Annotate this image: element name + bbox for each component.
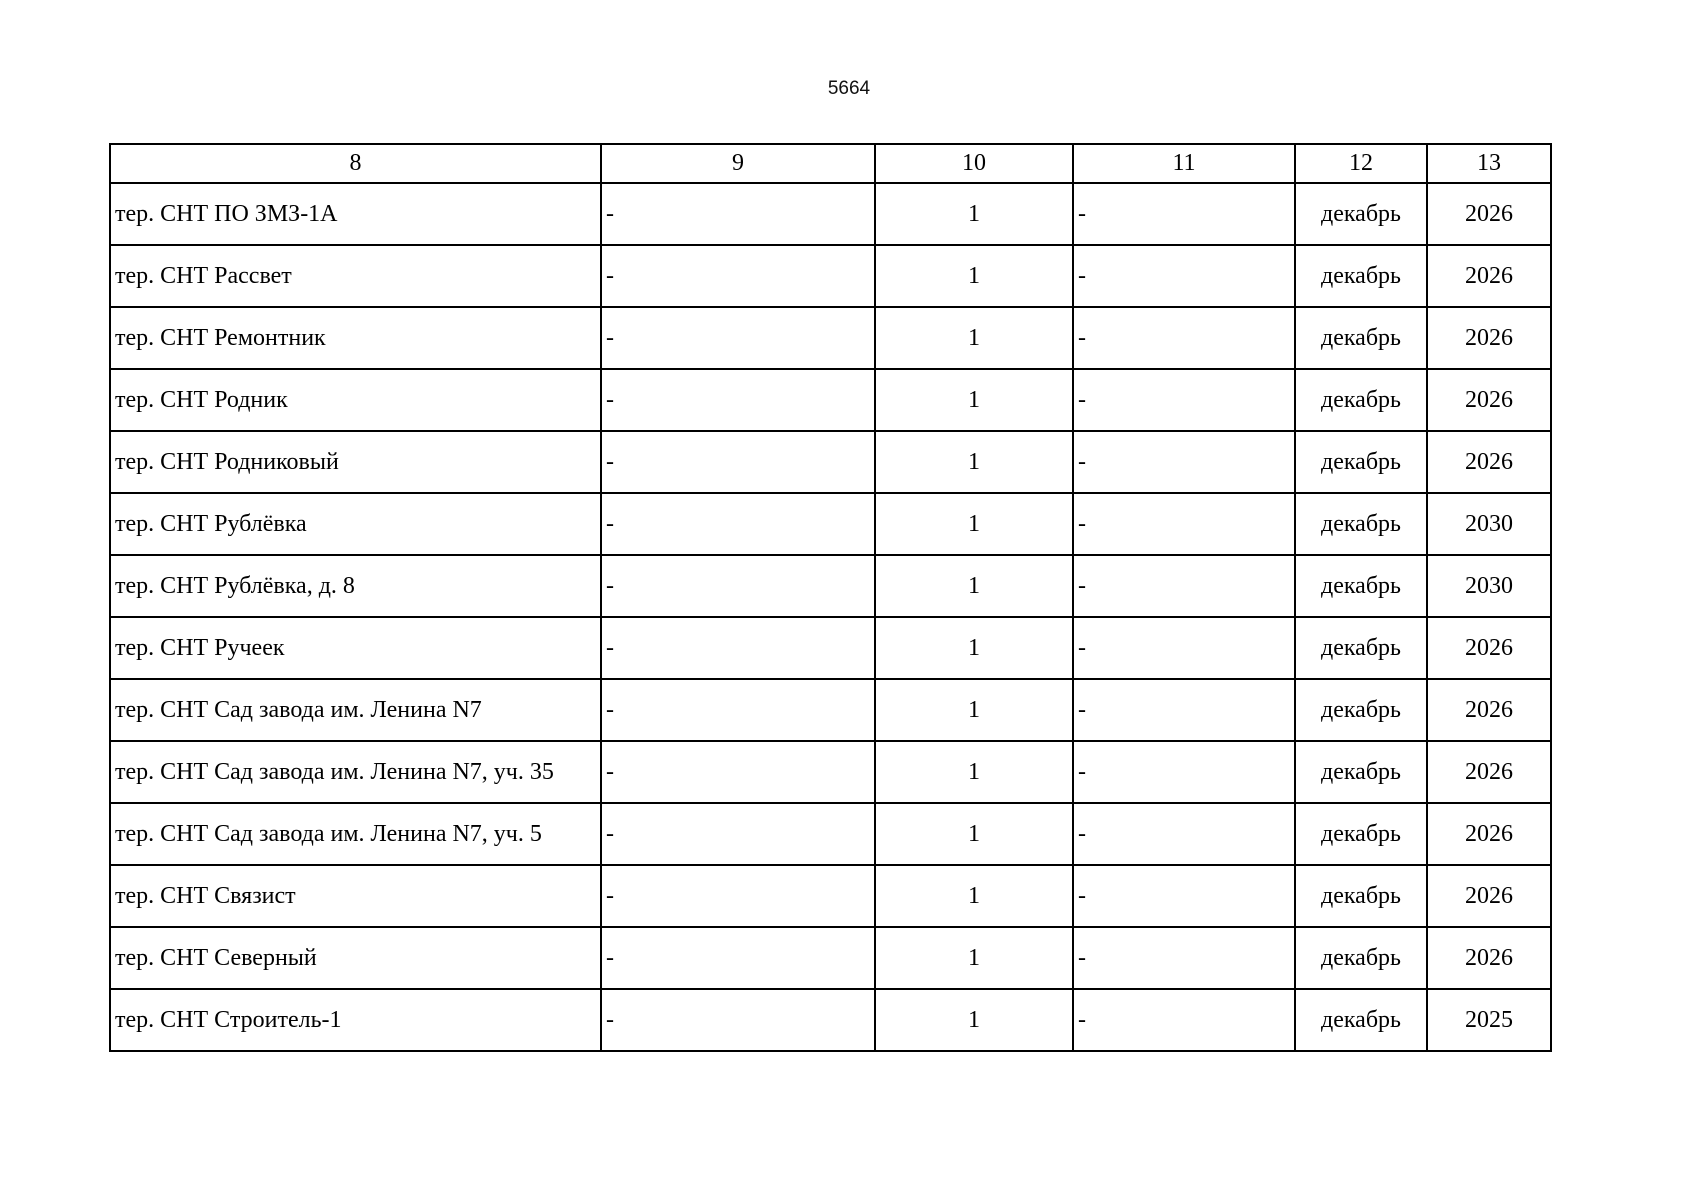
territory-name-cell: тер. СНТ Сад завода им. Ленина N7, уч. 5 (110, 803, 601, 865)
page-number: 5664 (827, 78, 871, 99)
col11-cell: - (1073, 803, 1295, 865)
col9-cell: - (601, 617, 875, 679)
col10-cell: 1 (875, 803, 1073, 865)
column-header-9: 9 (601, 144, 875, 183)
table-row (110, 493, 1551, 555)
col11-cell: - (1073, 865, 1295, 927)
table-row (110, 431, 1551, 493)
col11-cell: - (1073, 927, 1295, 989)
year-cell: 2026 (1427, 307, 1551, 369)
col9-cell: - (601, 989, 875, 1051)
month-cell: декабрь (1295, 245, 1427, 307)
col10-cell: 1 (875, 989, 1073, 1051)
table-row (110, 307, 1551, 369)
col11-cell: - (1073, 679, 1295, 741)
year-cell: 2026 (1427, 245, 1551, 307)
territory-name-cell: тер. СНТ Связист (110, 865, 601, 927)
col10-cell: 1 (875, 679, 1073, 741)
month-cell: декабрь (1295, 803, 1427, 865)
table-row (110, 679, 1551, 741)
year-cell: 2030 (1427, 555, 1551, 617)
table-body (110, 183, 1551, 1051)
table-row (110, 927, 1551, 989)
col9-cell: - (601, 555, 875, 617)
col10-cell: 1 (875, 245, 1073, 307)
col9-cell: - (601, 245, 875, 307)
month-cell: декабрь (1295, 741, 1427, 803)
year-cell: 2026 (1427, 183, 1551, 245)
col9-cell: - (601, 369, 875, 431)
territory-name-cell: тер. СНТ Родник (110, 369, 601, 431)
month-cell: декабрь (1295, 369, 1427, 431)
table-row (110, 245, 1551, 307)
col10-cell: 1 (875, 493, 1073, 555)
year-cell: 2026 (1427, 617, 1551, 679)
col11-cell: - (1073, 617, 1295, 679)
col9-cell: - (601, 431, 875, 493)
year-cell: 2026 (1427, 431, 1551, 493)
territory-name-cell: тер. СНТ Рублёвка, д. 8 (110, 555, 601, 617)
column-header-12: 12 (1295, 144, 1427, 183)
month-cell: декабрь (1295, 989, 1427, 1051)
territory-name-cell: тер. СНТ Сад завода им. Ленина N7 (110, 679, 601, 741)
year-cell: 2026 (1427, 741, 1551, 803)
col10-cell: 1 (875, 307, 1073, 369)
col11-cell: - (1073, 493, 1295, 555)
column-header-11: 11 (1073, 144, 1295, 183)
territory-name-cell: тер. СНТ Родниковый (110, 431, 601, 493)
header-row (110, 144, 1551, 183)
col10-cell: 1 (875, 183, 1073, 245)
col11-cell: - (1073, 555, 1295, 617)
column-header-8: 8 (110, 144, 601, 183)
col11-cell: - (1073, 307, 1295, 369)
territory-name-cell: тер. СНТ Сад завода им. Ленина N7, уч. 35 (110, 741, 601, 803)
col9-cell: - (601, 741, 875, 803)
table-row (110, 989, 1551, 1051)
col11-cell: - (1073, 741, 1295, 803)
col10-cell: 1 (875, 865, 1073, 927)
month-cell: декабрь (1295, 865, 1427, 927)
col9-cell: - (601, 803, 875, 865)
table-row (110, 617, 1551, 679)
table-row (110, 555, 1551, 617)
year-cell: 2026 (1427, 927, 1551, 989)
year-cell: 2026 (1427, 803, 1551, 865)
month-cell: декабрь (1295, 431, 1427, 493)
col10-cell: 1 (875, 369, 1073, 431)
col10-cell: 1 (875, 617, 1073, 679)
month-cell: декабрь (1295, 927, 1427, 989)
col9-cell: - (601, 307, 875, 369)
col9-cell: - (601, 183, 875, 245)
col10-cell: 1 (875, 741, 1073, 803)
month-cell: декабрь (1295, 183, 1427, 245)
table-row (110, 741, 1551, 803)
col10-cell: 1 (875, 555, 1073, 617)
table-row (110, 183, 1551, 245)
col11-cell: - (1073, 369, 1295, 431)
data-table (109, 143, 1552, 1052)
col10-cell: 1 (875, 431, 1073, 493)
year-cell: 2030 (1427, 493, 1551, 555)
month-cell: декабрь (1295, 617, 1427, 679)
territory-name-cell: тер. СНТ Строитель-1 (110, 989, 601, 1051)
col11-cell: - (1073, 989, 1295, 1051)
column-header-13: 13 (1427, 144, 1551, 183)
col11-cell: - (1073, 183, 1295, 245)
year-cell: 2026 (1427, 369, 1551, 431)
month-cell: декабрь (1295, 493, 1427, 555)
year-cell: 2025 (1427, 989, 1551, 1051)
month-cell: декабрь (1295, 555, 1427, 617)
month-cell: декабрь (1295, 307, 1427, 369)
territory-name-cell: тер. СНТ ПО ЗМЗ-1А (110, 183, 601, 245)
territory-name-cell: тер. СНТ Рублёвка (110, 493, 601, 555)
table-row (110, 803, 1551, 865)
col11-cell: - (1073, 245, 1295, 307)
col9-cell: - (601, 927, 875, 989)
column-header-10: 10 (875, 144, 1073, 183)
territory-name-cell: тер. СНТ Рассвет (110, 245, 601, 307)
col9-cell: - (601, 679, 875, 741)
col11-cell: - (1073, 431, 1295, 493)
col9-cell: - (601, 493, 875, 555)
territory-name-cell: тер. СНТ Ручеек (110, 617, 601, 679)
col9-cell: - (601, 865, 875, 927)
month-cell: декабрь (1295, 679, 1427, 741)
col10-cell: 1 (875, 927, 1073, 989)
year-cell: 2026 (1427, 679, 1551, 741)
territory-name-cell: тер. СНТ Северный (110, 927, 601, 989)
year-cell: 2026 (1427, 865, 1551, 927)
territory-name-cell: тер. СНТ Ремонтник (110, 307, 601, 369)
table-row (110, 865, 1551, 927)
table-row (110, 369, 1551, 431)
